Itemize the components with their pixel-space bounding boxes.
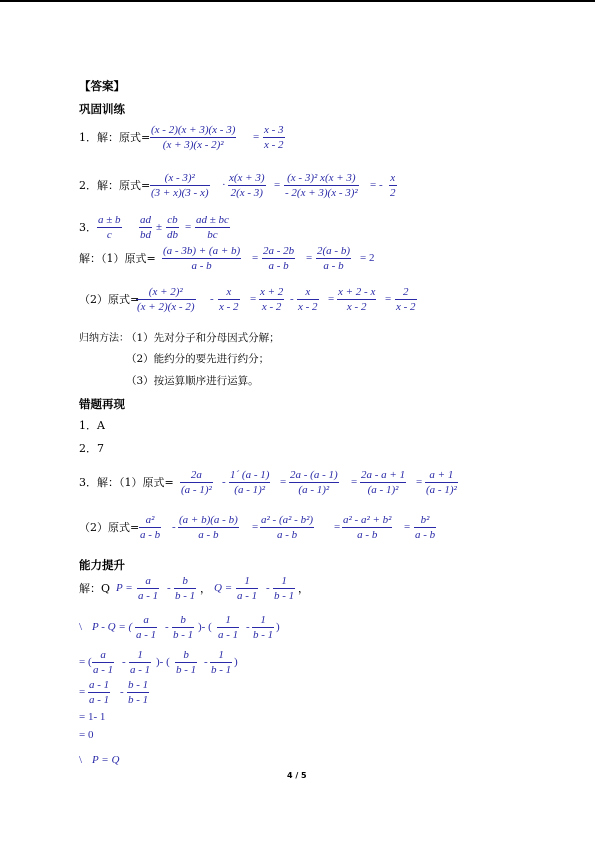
fraction: 1 a - 1 <box>237 575 258 602</box>
equals-sign: = <box>274 179 281 191</box>
summary-lead: 归纳方法： <box>79 333 129 344</box>
fraction: 2 x - 2 <box>396 286 416 313</box>
section-heading-mistakes: 错题再现 <box>79 397 125 411</box>
expr-q: Q = <box>214 582 233 594</box>
fraction: a² - (a² - b²) a - b <box>261 514 314 541</box>
fraction: 1 b - 1 <box>253 614 274 641</box>
fraction: 2a (a - 1)² <box>181 469 212 496</box>
s2-answer-1: 1．A <box>79 419 105 432</box>
fraction: b b - 1 <box>173 614 194 641</box>
minus-sign: - <box>266 582 270 594</box>
equals-open: = ( <box>79 656 92 668</box>
fraction: b b - 1 <box>175 575 196 602</box>
equals-sign: = <box>306 252 313 264</box>
fraction: 2a - a + 1 (a - 1)² <box>361 469 406 496</box>
fraction: 1 a - 1 <box>130 649 151 676</box>
summary-item-1: （1）先对分子和分母因式分解； <box>126 332 280 344</box>
fraction: a - 1 a - 1 <box>89 679 110 706</box>
result-value: = 2 <box>360 252 375 264</box>
fraction: a a - 1 <box>138 575 159 602</box>
s2-answer-2: 2．7 <box>79 442 104 455</box>
s1-q3b-label: （2）原式= <box>79 293 140 306</box>
minus-sign: - <box>222 476 226 488</box>
fraction: (a - 3b) + (a + b) a - b <box>163 245 241 272</box>
fraction: a² - a² + b² a - b <box>343 514 392 541</box>
equals-sign: = <box>328 293 335 305</box>
equals-sign: = <box>280 476 287 488</box>
s2-q3b-label: （2）原式= <box>79 521 140 534</box>
equals-sign: = <box>253 131 260 143</box>
equals-sign: = <box>252 252 259 264</box>
fraction: cb db <box>167 214 178 241</box>
summary-item-3: （3）按运算顺序进行运算。 <box>126 375 259 387</box>
s1-q3-label: 3． <box>79 221 97 234</box>
fraction: (x - 3)² x(x + 3) - 2(x + 3)(x - 3)² <box>285 172 358 199</box>
equals-sign: = <box>185 221 192 233</box>
fraction: ad ± bc bc <box>196 214 229 241</box>
fraction: a² a - b <box>140 514 161 541</box>
fraction: 1 a - 1 <box>218 614 239 641</box>
minus-sign: - <box>210 293 214 305</box>
separator: ， <box>200 582 211 595</box>
equals-sign: = <box>250 293 257 305</box>
fraction: (a + b)(a - b) a - b <box>179 514 238 541</box>
fraction: 1 b - 1 <box>211 649 232 676</box>
minus-sign: - <box>122 656 126 668</box>
fraction: ad bd <box>140 214 151 241</box>
minus-sign: - <box>246 621 250 633</box>
minus-sign: - <box>167 582 171 594</box>
s1-q2-label: 2．解：原式= <box>79 179 151 192</box>
fraction: (x + 2)² (x + 2)(x - 2) <box>137 286 195 313</box>
fraction: 2(a - b) a - b <box>317 245 350 272</box>
expr-p-minus-q: P - Q = ( <box>92 621 133 633</box>
fraction: x x - 2 <box>298 286 318 313</box>
fraction: x - 3 x - 2 <box>264 124 284 151</box>
section-heading-improvement: 能力提升 <box>79 558 125 572</box>
fraction: 2a - (a - 1) (a - 1)² <box>290 469 338 496</box>
fraction: x(x + 3) 2(x - 3) <box>229 172 265 199</box>
equals-sign: = <box>334 521 341 533</box>
multiply-dot: · <box>222 179 226 191</box>
minus-sign: - <box>165 621 169 633</box>
equals-sign: = <box>79 686 86 698</box>
equals-sign: = <box>385 293 392 305</box>
fraction: x + 2 x - 2 <box>260 286 284 313</box>
fraction: x + 2 - x x - 2 <box>338 286 376 313</box>
expr-p: P = <box>116 582 133 594</box>
fraction: 2a - 2b a - b <box>263 245 295 272</box>
close-paren: ) <box>276 621 280 633</box>
plus-minus-sign: ± <box>156 221 163 233</box>
paren-sep: )- ( <box>198 621 212 633</box>
separator: ， <box>298 582 309 595</box>
fraction: a a - 1 <box>136 614 157 641</box>
conclusion-expr: P = Q <box>92 754 120 766</box>
top-rule <box>0 0 595 2</box>
equals-sign: = <box>252 521 259 533</box>
fraction: a ± b c <box>98 214 121 241</box>
therefore-sign: \ <box>79 621 83 633</box>
paren-sep: )- ( <box>156 656 170 668</box>
fraction: b² a - b <box>415 514 436 541</box>
s1-q1-label: 1．解：原式= <box>79 131 151 144</box>
fraction: b b - 1 <box>176 649 197 676</box>
fraction: a + 1 (a - 1)² <box>426 469 457 496</box>
equals-sign: = - <box>370 179 383 191</box>
s3-line-6: = 0 <box>79 729 94 741</box>
equals-sign: = <box>351 476 358 488</box>
minus-sign: - <box>290 293 294 305</box>
fraction: a a - 1 <box>93 649 114 676</box>
fraction: b - 1 b - 1 <box>128 679 149 706</box>
s2-q3a-label: 3．解：（1）原式= <box>79 476 174 489</box>
fraction: 1´ (a - 1) (a - 1)² <box>230 469 270 496</box>
answer-title: 【答案】 <box>79 79 125 93</box>
section-heading-consolidation: 巩固训练 <box>79 102 125 116</box>
minus-sign: - <box>172 521 176 533</box>
s3-line-5: = 1- 1 <box>79 711 106 723</box>
s3-line1-lead: 解：Q <box>79 582 111 595</box>
fraction: 1 b - 1 <box>274 575 295 602</box>
equals-sign: = <box>416 476 423 488</box>
s1-q3a-label: 解：（1）原式= <box>79 252 156 265</box>
fraction: x 2 <box>390 172 396 199</box>
page-number: 4 / 5 <box>287 771 307 780</box>
minus-sign: - <box>120 686 124 698</box>
fraction: (x - 3)² (3 + x)(3 - x) <box>151 172 209 199</box>
therefore-sign: \ <box>79 754 83 766</box>
summary-item-2: （2）能约分的要先进行约分； <box>126 353 270 365</box>
minus-sign: - <box>204 656 208 668</box>
close-paren: ) <box>234 656 238 668</box>
fraction: (x - 2)(x + 3)(x - 3) (x + 3)(x - 2)² <box>151 124 236 151</box>
equals-sign: = <box>404 521 411 533</box>
fraction: x x - 2 <box>219 286 239 313</box>
